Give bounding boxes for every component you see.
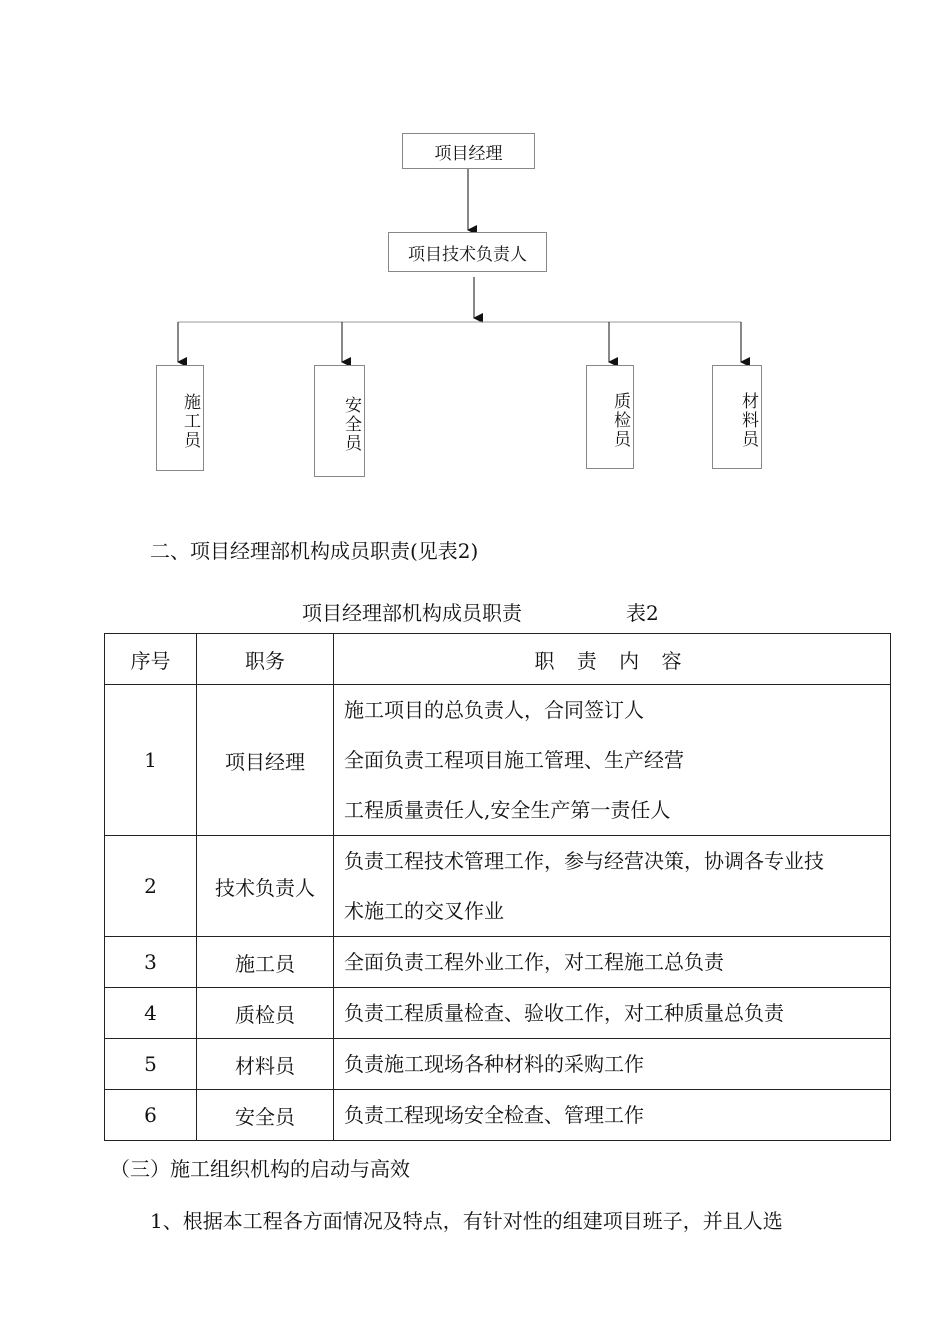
- row-duties: [334, 685, 891, 836]
- org-node-material: 材料员: [712, 365, 762, 469]
- duty-line: 施工项目的总负责人，合同签订人: [344, 698, 644, 722]
- duties-table: [104, 633, 891, 1141]
- row-role: 施工员: [197, 937, 334, 988]
- section-heading: 二、项目经理部机构成员职责(见表2): [150, 539, 479, 563]
- row-no: 4: [105, 988, 197, 1039]
- subheading: （三）施工组织机构的启动与高效: [110, 1157, 410, 1181]
- row-role: 安全员: [197, 1090, 334, 1141]
- table-row: [105, 988, 891, 1039]
- row-no: 2: [105, 836, 197, 937]
- duty-line: 负责施工现场各种材料的采购工作: [344, 1052, 644, 1076]
- row-no: 3: [105, 937, 197, 988]
- row-no: 5: [105, 1039, 197, 1090]
- org-node-safety: 安全员: [314, 365, 365, 477]
- org-node-construction: 施工员: [156, 365, 204, 471]
- org-node-quality: 质检员: [586, 365, 634, 469]
- duty-line: 负责工程质量检查、验收工作，对工种质量总负责: [344, 1001, 784, 1025]
- table-caption-number: 表2: [626, 601, 659, 625]
- paragraph: 1、根据本工程各方面情况及特点，有针对性的组建项目班子，并且人选: [150, 1209, 783, 1233]
- duty-line: 工程质量责任人,安全生产第一责任人: [344, 798, 671, 822]
- row-role: 技术负责人: [197, 836, 334, 937]
- row-duties: [334, 988, 891, 1039]
- org-node-tech-lead: 项目技术负责人: [388, 232, 547, 272]
- duty-line: 负责工程技术管理工作，参与经营决策，协调各专业技: [344, 849, 824, 873]
- header-duties: 职 责 内 容: [334, 634, 891, 685]
- table-row: [105, 836, 891, 937]
- duty-line: 术施工的交叉作业: [344, 899, 504, 923]
- header-no: 序号: [105, 634, 197, 685]
- table-row: [105, 937, 891, 988]
- row-no: 6: [105, 1090, 197, 1141]
- duty-line: 全面负责工程外业工作，对工程施工总负责: [344, 950, 724, 974]
- table-row: [105, 685, 891, 836]
- table-row: [105, 1090, 891, 1141]
- duty-line: 负责工程现场安全检查、管理工作: [344, 1103, 644, 1127]
- row-duties: [334, 1039, 891, 1090]
- duty-line: 全面负责工程项目施工管理、生产经营: [344, 748, 684, 772]
- header-role: 职务: [197, 634, 334, 685]
- row-duties: [334, 1090, 891, 1141]
- table-header-row: [105, 634, 891, 685]
- row-no: 1: [105, 685, 197, 836]
- table-caption: 项目经理部机构成员职责: [302, 601, 522, 625]
- table-row: [105, 1039, 891, 1090]
- row-role: 项目经理: [197, 685, 334, 836]
- row-role: 质检员: [197, 988, 334, 1039]
- row-duties: [334, 937, 891, 988]
- org-node-manager: 项目经理: [402, 133, 535, 169]
- row-duties: [334, 836, 891, 937]
- row-role: 材料员: [197, 1039, 334, 1090]
